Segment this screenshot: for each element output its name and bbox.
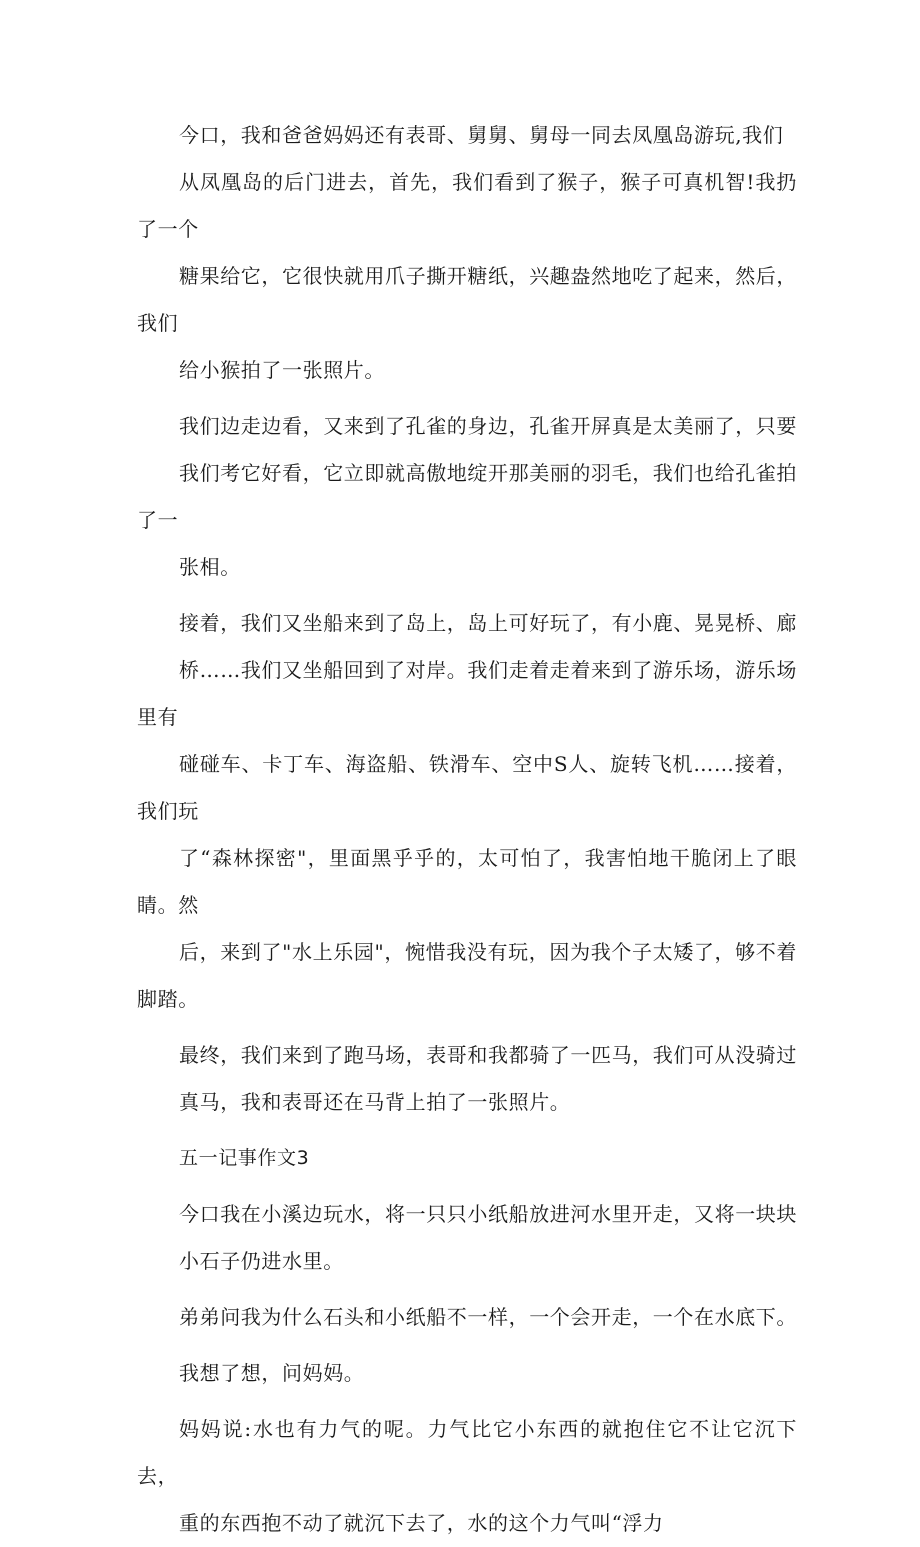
text-line: 弟弟问我为什么石头和小纸船不一样，一个会开走，一个在水底下。 [179,1305,797,1329]
text-line: 真马，我和表哥还在马背上拍了一张照片。 [179,1090,571,1114]
paragraph-paper-boats [137,1191,797,1285]
text-line: 我想了想，问妈妈。 [179,1361,365,1385]
text-line: 给小猴拍了一张照片。 [179,358,385,382]
paragraph-amusement-park [137,600,797,1023]
text-line: 重的东西抱不动了就沉下去了，水的这个力气叫“浮力 [179,1511,664,1535]
text-line: 从凤凰岛的后门进去，首先，我们看到了猴子，猴子可真机智!我扔了一个 [137,170,797,241]
text-line: 碰碰车、卡丁车、海盗船、铁滑车、空中S人、旋转飞机……接着，我们玩 [137,752,797,823]
paragraph-brother-question [137,1294,797,1341]
text-line: 我们边走边看，又来到了孔雀的身边，孔雀开屏真是太美丽了，只要 [179,414,797,438]
text-line: 糖果给它，它很快就用爪子撕开糖纸，兴趣盎然地吃了起来，然后，我们 [137,264,797,335]
paragraph-horse-riding [137,1032,797,1126]
text-line: 接着，我们又坐船来到了岛上，岛上可好玩了，有小鹿、晃晃桥、廊 [179,611,797,635]
text-line: 今口，我和爸爸妈妈还有表哥、舅舅、舅母一同去凤凰岛游玩,我们 [179,123,784,147]
text-line: 后，来到了"水上乐园"，惋惜我没有玩，因为我个子太矮了，够不着脚踏。 [137,940,797,1011]
section-heading: 五一记事作文3 [179,1147,310,1169]
text-line: 最终，我们来到了跑马场，表哥和我都骑了一匹马，我们可从没骑过 [179,1043,797,1067]
paragraph-peacock [137,403,797,591]
text-line: 妈妈说:水也有力气的呢。力气比它小东西的就抱住它不让它沉下去， [137,1417,797,1488]
text-line: 桥……我们又坐船回到了对岸。我们走着走着来到了游乐场，游乐场里有 [137,658,797,729]
text-line: 小石子仍进水里。 [179,1249,344,1273]
paragraph-ask-mom [137,1350,797,1397]
document-body [137,112,797,1547]
text-line: 了“森林探密"，里面黑乎乎的，太可怕了，我害怕地干脆闭上了眼睛。然 [137,846,797,917]
paragraph-buoyancy [137,1406,797,1547]
paragraph-phoenix-island-visit [137,112,797,394]
text-line: 我们考它好看，它立即就高傲地绽开那美丽的羽毛，我们也给孔雀拍了一 [137,461,797,532]
text-line: 张相。 [179,555,241,579]
text-line: 今口我在小溪边玩水，将一只只小纸船放进河水里开走，又将一块块 [179,1202,797,1226]
